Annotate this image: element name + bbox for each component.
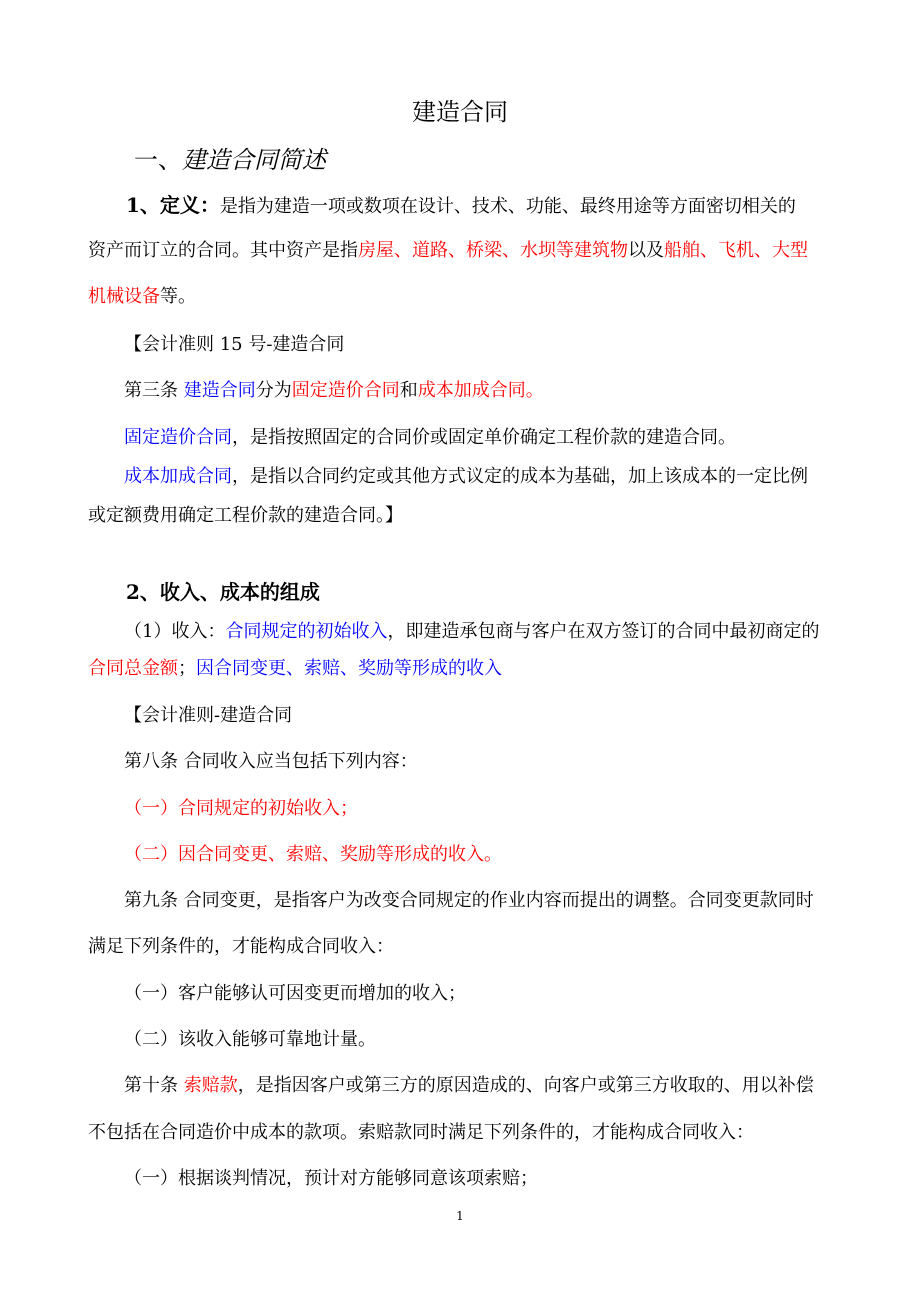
cost-plus-definition-line-1 bbox=[124, 465, 838, 489]
definition-buildings: 房屋、道路、桥梁、水坝等建筑物 bbox=[358, 240, 628, 261]
article-8-item-2: （二）因合同变更、索赔、奖励等形成的收入。 bbox=[124, 844, 502, 865]
article-10-text-1: ，是指因客户或第三方的原因造成的、向客户或第三方收取的、用以补偿 bbox=[237, 1075, 814, 1096]
article-3-cost-plus: 成本加成合同。 bbox=[417, 380, 544, 401]
section-2-heading: 2、收入、成本的组成 bbox=[126, 580, 320, 604]
article-9-item-1: （一）客户能够认可因变更而增加的收入； bbox=[124, 983, 466, 1004]
article-10-line-1 bbox=[124, 1074, 838, 1098]
fixed-price-text: ，是指按照固定的合同价或固定单价确定工程价款的建造合同。 bbox=[232, 427, 736, 448]
income-variations: 因合同变更、索赔、奖励等形成的收入 bbox=[196, 658, 502, 679]
article-3-fixed-price: 固定造价合同 bbox=[291, 380, 400, 401]
definition-line-3 bbox=[88, 285, 838, 309]
section-heading-1 bbox=[134, 144, 326, 176]
article-8: 第八条 合同收入应当包括下列内容： bbox=[124, 751, 418, 772]
definition-line-2 bbox=[88, 239, 838, 263]
income-initial: 合同规定的初始收入 bbox=[225, 621, 388, 642]
definition-text-4: 等。 bbox=[160, 286, 196, 307]
article-10-term: 索赔款 bbox=[183, 1075, 238, 1096]
article-3-term: 建造合同 bbox=[183, 380, 256, 401]
page-number: 1 bbox=[456, 1209, 464, 1223]
standard-15-reference: 【会计准则 15 号-建造合同 bbox=[124, 334, 345, 355]
definition-machinery: 机械设备 bbox=[88, 286, 160, 307]
document-title: 建造合同 bbox=[412, 98, 508, 126]
section-heading-1-text: 建造合同简述 bbox=[182, 146, 326, 174]
article-3-text-1: 分为 bbox=[255, 380, 292, 401]
definition-line-1 bbox=[126, 193, 838, 219]
standard-contract-reference: 【会计准则-建造合同 bbox=[124, 705, 293, 726]
fixed-price-definition bbox=[124, 426, 838, 450]
article-9-line-1: 第九条 合同变更，是指客户为改变合同规定的作业内容而提出的调整。合同变更款同时 bbox=[124, 890, 814, 911]
article-9-item-2: （二）该收入能够可靠地计量。 bbox=[124, 1029, 376, 1050]
income-line-1 bbox=[124, 620, 838, 644]
cost-plus-definition-line-2: 或定额费用确定工程价款的建造合同。】 bbox=[88, 505, 403, 526]
cost-plus-term: 成本加成合同 bbox=[124, 466, 232, 487]
article-3 bbox=[124, 379, 838, 403]
income-total-amount: 合同总金额 bbox=[88, 658, 178, 679]
article-10-item-1: （一）根据谈判情况，预计对方能够同意该项索赔； bbox=[124, 1168, 538, 1189]
cost-plus-text-1: ，是指以合同约定或其他方式议定的成本为基础，加上该成本的一定比例 bbox=[232, 466, 808, 487]
definition-text-3: 以及 bbox=[628, 240, 664, 261]
definition-text-2: 资产而订立的合同。其中资产是指 bbox=[88, 240, 358, 261]
article-10-line-2: 不包括在合同造价中成本的款项。索赔款同时满足下列条件的，才能构成合同收入： bbox=[88, 1122, 754, 1143]
income-line-2 bbox=[88, 657, 838, 681]
fixed-price-term: 固定造价合同 bbox=[124, 427, 232, 448]
income-text-2: ； bbox=[178, 658, 196, 679]
definition-vehicles: 船舶、飞机、大型 bbox=[664, 240, 808, 261]
article-3-label: 第三条 bbox=[124, 380, 184, 401]
income-label: （1）收入： bbox=[124, 621, 226, 642]
income-text-1: ，即建造承包商与客户在双方签订的合同中最初商定的 bbox=[387, 621, 820, 642]
definition-label: 1、定义： bbox=[126, 193, 220, 217]
article-8-item-1: （一）合同规定的初始收入； bbox=[124, 798, 358, 819]
article-3-text-2: 和 bbox=[399, 380, 418, 401]
article-10-label: 第十条 bbox=[124, 1075, 184, 1096]
article-9-line-2: 满足下列条件的，才能构成合同收入： bbox=[88, 936, 394, 957]
definition-text-1: 是指为建造一项或数项在设计、技术、功能、最终用途等方面密切相关的 bbox=[219, 196, 796, 217]
section-heading-1-number: 一、 bbox=[134, 146, 182, 174]
